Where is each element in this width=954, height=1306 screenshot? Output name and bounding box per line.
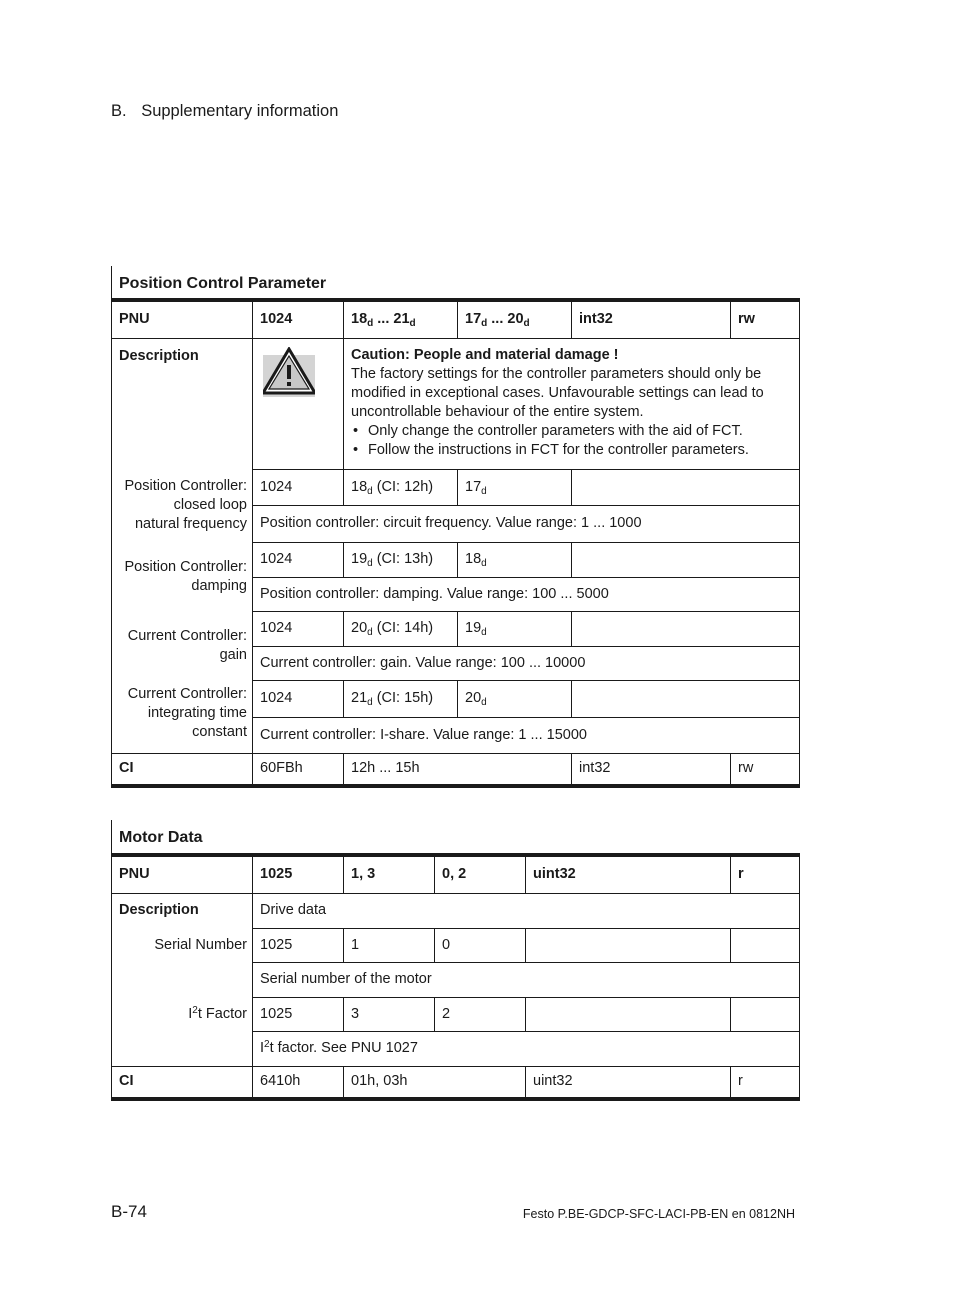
ci-subindex: 12h ... 15h xyxy=(344,753,572,786)
caution-bullet: • Follow the instructions in FCT for the controller parameters. xyxy=(351,441,792,460)
param-subindex: $21_d$ (CI: 15h) xyxy=(344,680,458,717)
param-empty xyxy=(526,997,731,1031)
ci-index: 60FBh xyxy=(253,753,344,786)
warning-triangle-icon xyxy=(263,347,315,399)
data-type: uint32 xyxy=(526,855,731,893)
caution-block xyxy=(344,338,800,469)
param-empty xyxy=(731,928,800,962)
access-mode: r xyxy=(731,855,800,893)
param-label: Current Controller: gain xyxy=(112,611,253,680)
caution-title: Caution: People and material damage ! xyxy=(351,346,619,363)
position-control-table xyxy=(111,266,800,788)
caution-text: The factory settings for the controller parameters should only be modified in exceptional cases. Unfavourable settings can lead to uncontrollable behaviour of the entire system. xyxy=(351,365,764,420)
blank-label xyxy=(112,1031,253,1066)
param-index: $19_d$ xyxy=(458,611,572,646)
ci-row xyxy=(112,1066,800,1099)
ci-type: uint32 xyxy=(526,1066,731,1099)
param-index: 0 xyxy=(435,928,526,962)
param-index: $20_d$ xyxy=(458,680,572,717)
param-index: 2 xyxy=(435,997,526,1031)
param-empty xyxy=(572,680,800,717)
document-reference: Festo P.BE-GDCP-SFC-LACI-PB-EN en 0812NH xyxy=(522,1207,795,1221)
param-label: Position Controller: closed loop natural frequency xyxy=(112,469,253,542)
param-pnu: 1025 xyxy=(253,928,344,962)
ci-index: 6410h xyxy=(253,1066,344,1099)
description-text: Drive data xyxy=(253,893,800,928)
section-header xyxy=(111,102,338,121)
param-pnu: 1024 xyxy=(253,469,344,505)
param-subindex: $19_d$ (CI: 13h) xyxy=(344,542,458,577)
page-number: B-74 xyxy=(111,1202,147,1221)
param-description: Position controller: damping. Value range: 100 ... 5000 xyxy=(253,577,800,611)
param-pnu: 1024 xyxy=(253,542,344,577)
description-row xyxy=(112,338,800,469)
ci-access: r xyxy=(731,1066,800,1099)
param-row xyxy=(112,997,800,1031)
param-row xyxy=(112,611,800,646)
param-description: Position controller: circuit frequency. Value range: 1 ... 1000 xyxy=(253,505,800,542)
param-empty xyxy=(572,542,800,577)
blank-label xyxy=(112,962,253,997)
param-subindex: 3 xyxy=(344,997,435,1031)
param-row xyxy=(112,680,800,717)
param-label: Current Controller: integrating time constant xyxy=(112,680,253,753)
ci-access: rw xyxy=(731,753,800,786)
param-empty xyxy=(526,928,731,962)
param-row xyxy=(112,542,800,577)
ci-subindex: 01h, 03h xyxy=(344,1066,526,1099)
subindex-range: 1, 3 xyxy=(344,855,435,893)
description-label: Description xyxy=(112,338,253,469)
param-description: $I^2t$ factor. See PNU 1027 xyxy=(253,1031,800,1066)
table-title: Motor Data xyxy=(112,820,800,855)
caution-bullet: • Only change the controller parameters with the aid of FCT. xyxy=(351,422,792,441)
pnu-row xyxy=(112,300,800,338)
param-empty xyxy=(731,997,800,1031)
ci-type: int32 xyxy=(572,753,731,786)
table-title-row xyxy=(112,820,800,855)
param-empty xyxy=(572,469,800,505)
param-description: Current controller: I-share. Value range: 1 ... 15000 xyxy=(253,717,800,753)
index-range: 0, 2 xyxy=(435,855,526,893)
pnu-value: 1025 xyxy=(253,855,344,893)
param-subindex: $18_d$ (CI: 12h) xyxy=(344,469,458,505)
param-label: Serial Number xyxy=(112,928,253,962)
table-title-row xyxy=(112,266,800,300)
param-label: Position Controller: damping xyxy=(112,542,253,611)
caution-bullets xyxy=(351,422,792,460)
description-row xyxy=(112,893,800,928)
param-description: Serial number of the motor xyxy=(253,962,800,997)
param-desc-row xyxy=(112,1031,800,1066)
pnu-value: 1024 xyxy=(253,300,344,338)
access-mode: rw xyxy=(731,300,800,338)
description-label: Description xyxy=(112,893,253,928)
param-index: $17_d$ xyxy=(458,469,572,505)
data-type: int32 xyxy=(572,300,731,338)
pnu-row xyxy=(112,855,800,893)
param-description: Current controller: gain. Value range: 100 ... 10000 xyxy=(253,646,800,680)
subindex-range: $18_d$ ... $21_d$ xyxy=(344,300,458,338)
param-desc-row xyxy=(112,962,800,997)
section-number: B. xyxy=(111,102,127,120)
ci-label: CI xyxy=(112,1066,253,1099)
param-subindex: 1 xyxy=(344,928,435,962)
pnu-label: PNU xyxy=(112,300,253,338)
ci-label: CI xyxy=(112,753,253,786)
param-pnu: 1024 xyxy=(253,680,344,717)
param-row xyxy=(112,928,800,962)
warning-cell xyxy=(253,338,344,469)
param-subindex: $20_d$ (CI: 14h) xyxy=(344,611,458,646)
param-index: $18_d$ xyxy=(458,542,572,577)
param-pnu: 1025 xyxy=(253,997,344,1031)
param-label: $I^2t$ Factor xyxy=(112,997,253,1031)
param-row xyxy=(112,469,800,505)
param-pnu: 1024 xyxy=(253,611,344,646)
index-range: $17_d$ ... $20_d$ xyxy=(458,300,572,338)
section-title: Supplementary information xyxy=(141,102,339,120)
param-empty xyxy=(572,611,800,646)
pnu-label: PNU xyxy=(112,855,253,893)
ci-row xyxy=(112,753,800,786)
motor-data-table xyxy=(111,820,800,1101)
table-title: Position Control Parameter xyxy=(112,266,800,300)
